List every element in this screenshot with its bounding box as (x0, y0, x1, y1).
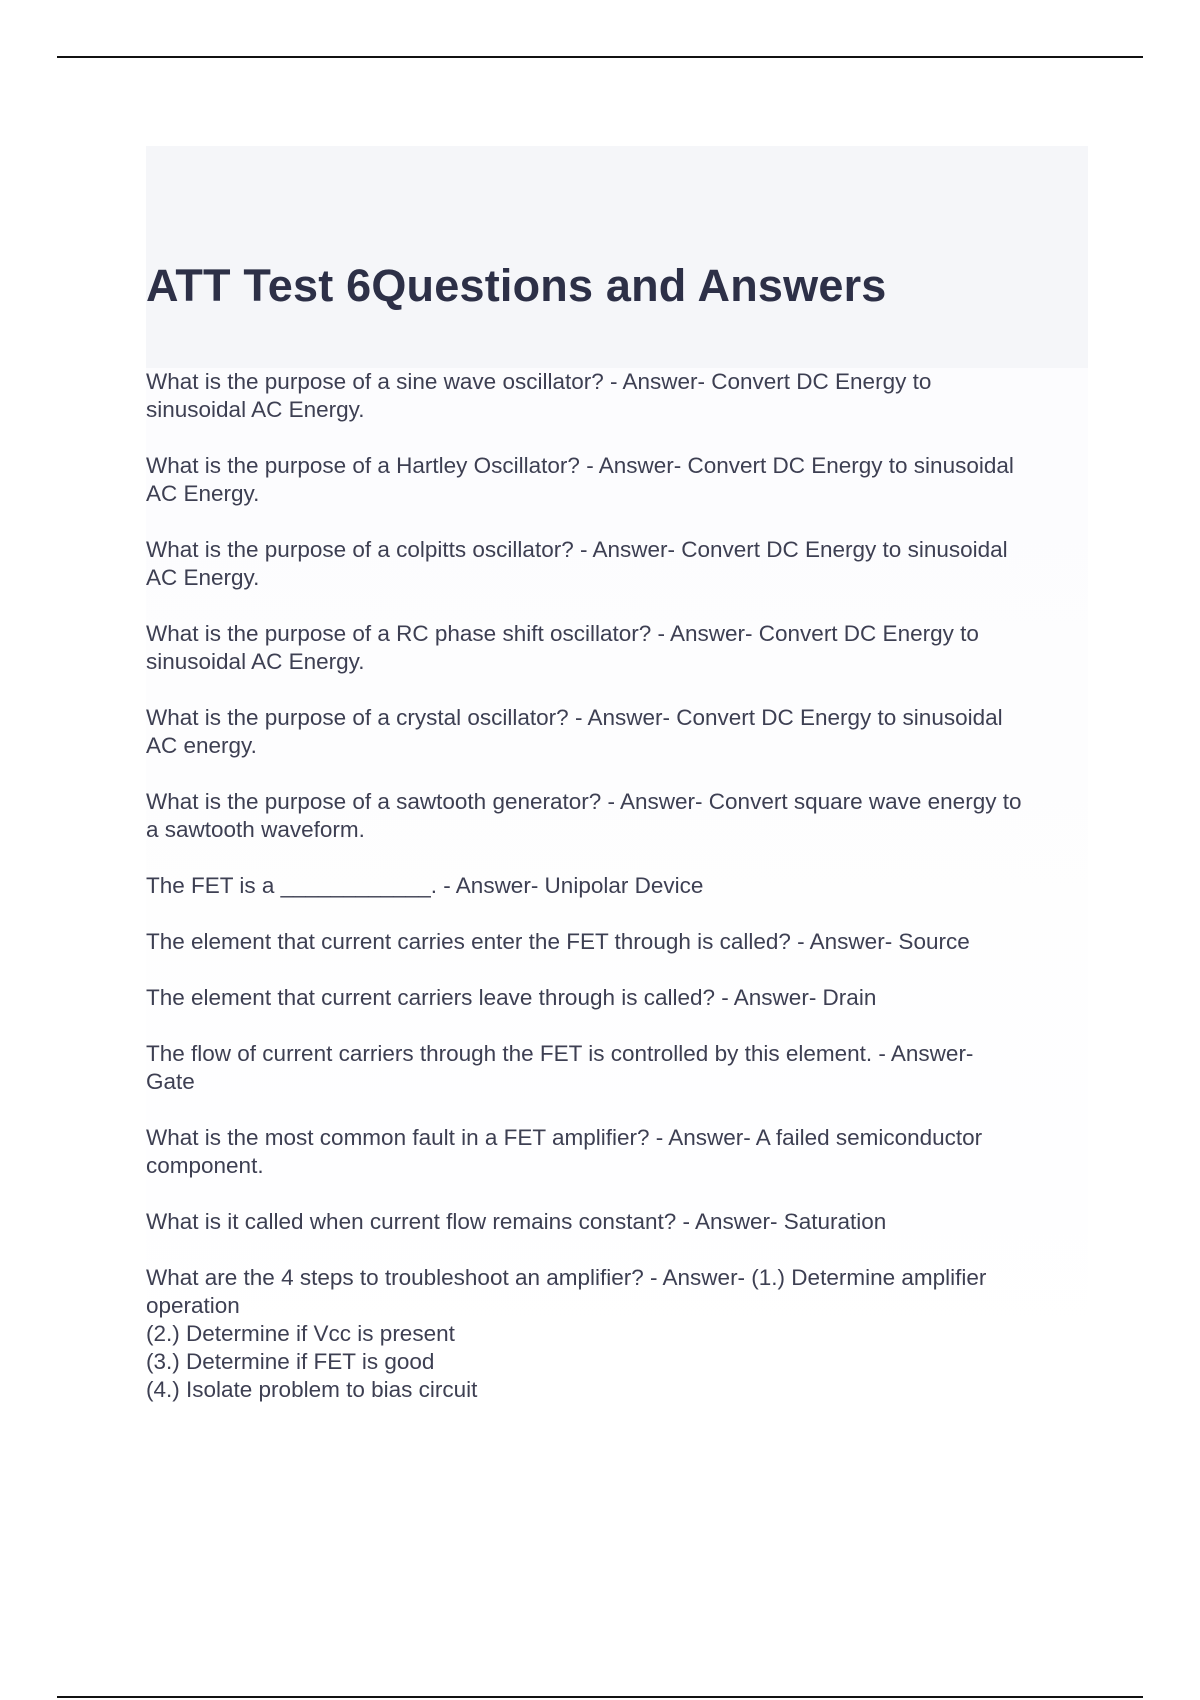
qa-list (146, 368, 1088, 1404)
qa-item: What is the purpose of a colpitts oscillator? - Answer- Convert DC Energy to sinusoidal AC Energy. (146, 537, 1008, 590)
qa-item: What is it called when current flow remains constant? - Answer- Saturation (146, 1209, 887, 1234)
title-banner (146, 146, 1088, 368)
bottom-rule (57, 1696, 1143, 1698)
qa-item: The FET is a ____________. - Answer- Unipolar Device (146, 873, 704, 898)
qa-item: The element that current carries enter the FET through is called? - Answer- Source (146, 929, 970, 954)
top-rule (57, 56, 1143, 58)
qa-item: What are the 4 steps to troubleshoot an amplifier? - Answer- (1.) Determine amplifier operation (2.) Determine if Vcc is present (3.) Determine if FET is good (4.) Isolate problem to bias circuit (146, 1265, 987, 1402)
qa-item: What is the purpose of a Hartley Oscillator? - Answer- Convert DC Energy to sinusoidal AC Energy. (146, 453, 1014, 506)
qa-item: What is the purpose of a RC phase shift oscillator? - Answer- Convert DC Energy to sinusoidal AC Energy. (146, 621, 979, 674)
qa-item: What is the most common fault in a FET amplifier? - Answer- A failed semiconductor component. (146, 1125, 983, 1178)
document-body (146, 146, 1088, 1432)
qa-item: The flow of current carriers through the FET is controlled by this element. - Answer- Gate (146, 1041, 974, 1094)
page-title: ATT Test 6Questions and Answers (146, 260, 887, 311)
qa-item: What is the purpose of a crystal oscillator? - Answer- Convert DC Energy to sinusoidal AC energy. (146, 705, 1003, 758)
qa-item: What is the purpose of a sawtooth generator? - Answer- Convert square wave energy to a sawtooth waveform. (146, 789, 1022, 842)
qa-item: The element that current carriers leave through is called? - Answer- Drain (146, 985, 877, 1010)
qa-item: What is the purpose of a sine wave oscillator? - Answer- Convert DC Energy to sinusoidal AC Energy. (146, 369, 932, 422)
